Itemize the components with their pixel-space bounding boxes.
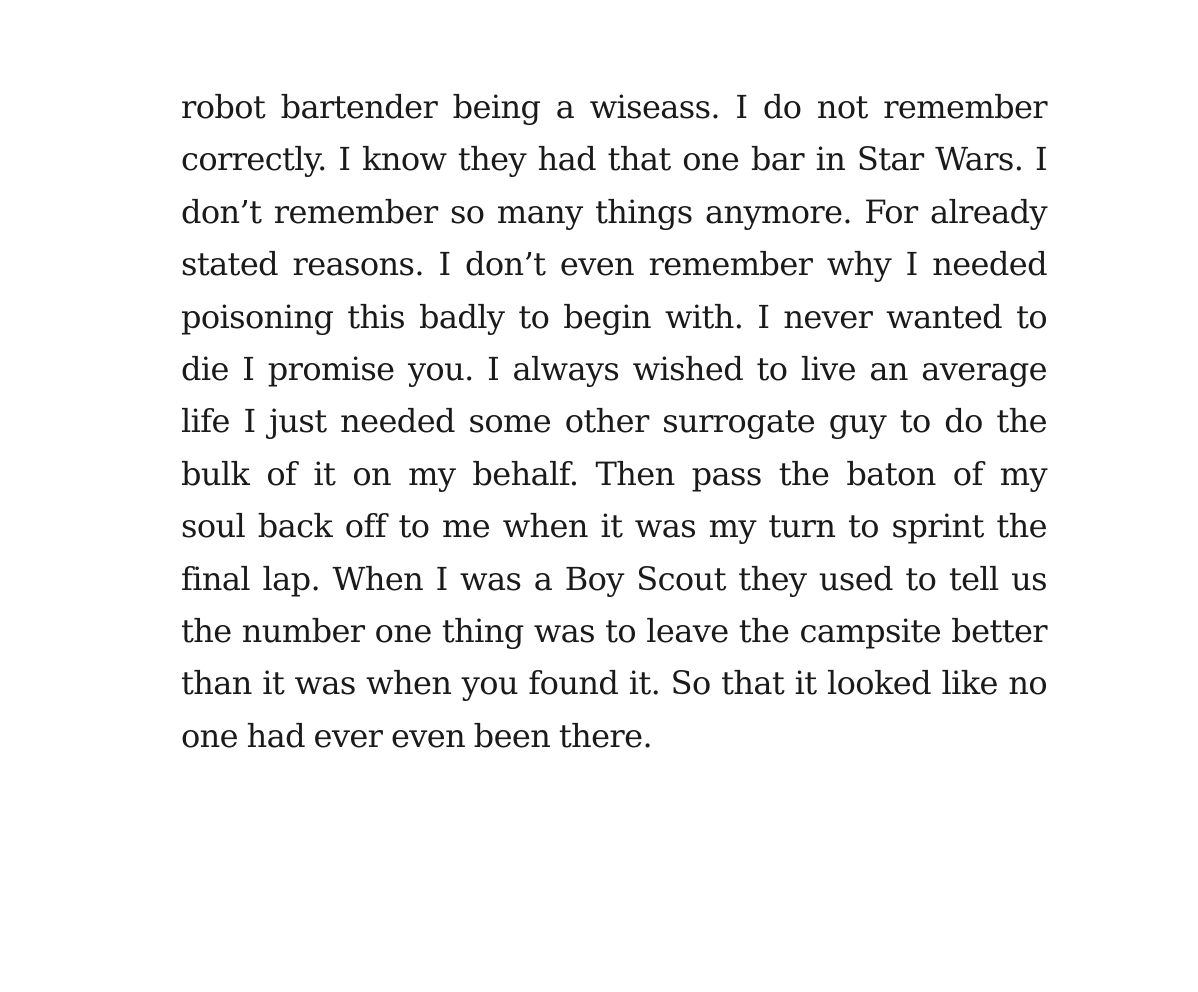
text-line: than it was when you found it. So that it looked like no [181,664,1047,703]
text-line: bulk of it on my behalf. Then pass the baton of my [181,454,1047,493]
text-line: soul back off to me when it was my turn to sprint the [181,507,1047,546]
text-line: poisoning this badly to begin with. I never wanted to [181,297,1047,336]
text-line: correctly. I know they had that one bar in Star Wars. I [181,140,1047,179]
text-line: stated reasons. I don’t even remember why I needed [181,245,1047,284]
body-text [181,81,1047,762]
text-line: life I just needed some other surrogate guy to do the [181,402,1047,441]
text-line: die I promise you. I always wished to live an average [181,349,1047,388]
text-line: robot bartender being a wiseass. I do not remember [181,88,1047,126]
text-line: final lap. When I was a Boy Scout they used to tell us [181,559,1047,598]
text-line: don’t remember so many things anymore. For already [181,192,1047,231]
text-line-last: one had ever even been there. [181,716,653,755]
text-line: the number one thing was to leave the campsite better [181,611,1047,650]
